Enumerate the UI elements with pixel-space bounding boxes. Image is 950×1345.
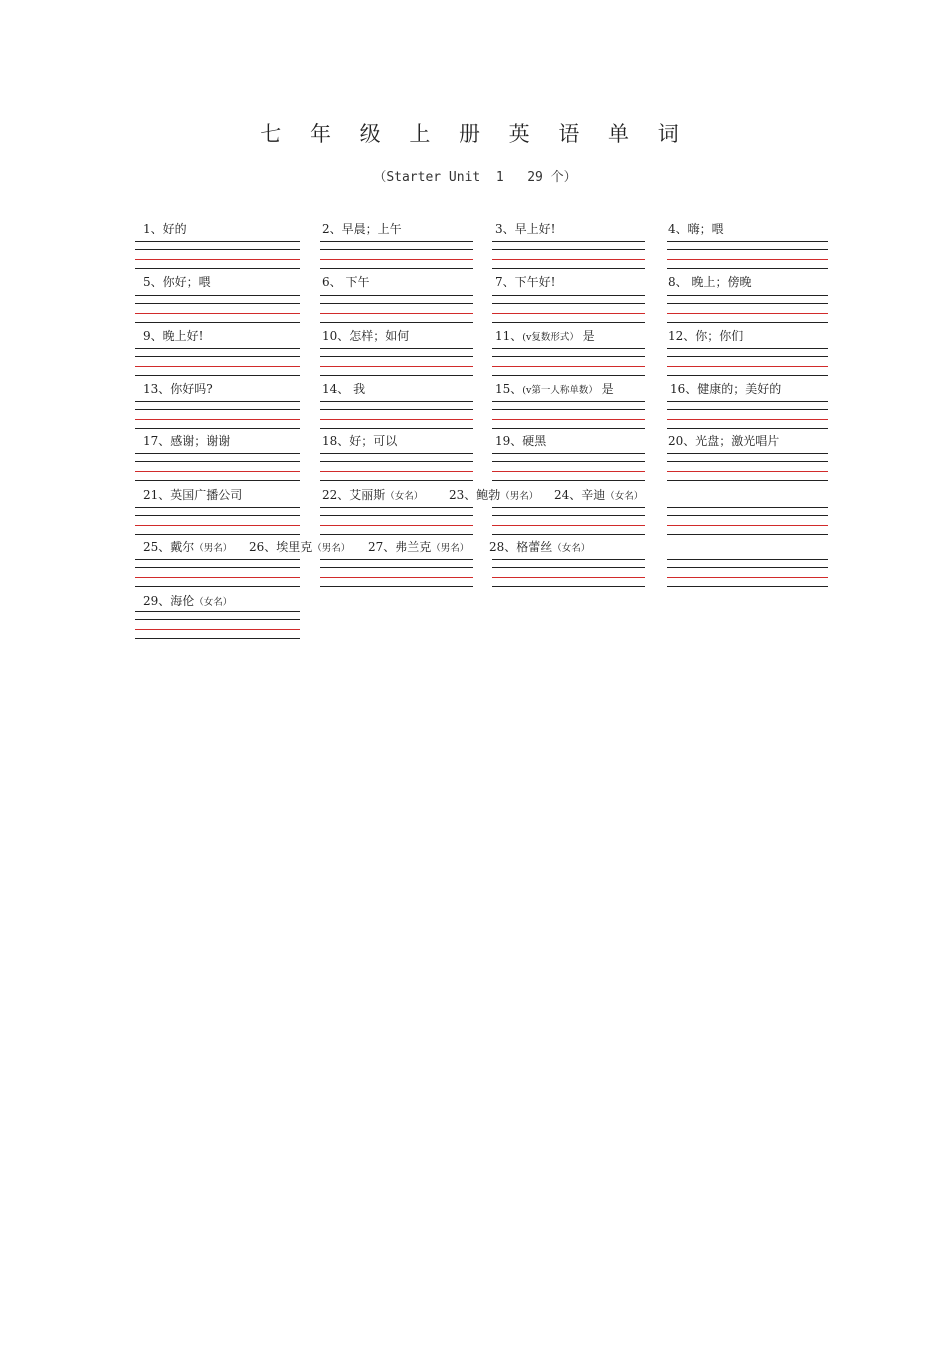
writing-line-red [320, 471, 473, 472]
writing-line [492, 534, 645, 535]
writing-line [667, 249, 828, 250]
writing-line [320, 303, 473, 304]
writing-line [320, 348, 473, 349]
writing-line [492, 461, 645, 462]
word-label: 13、你好吗? [143, 382, 213, 396]
writing-line [667, 461, 828, 462]
writing-line [320, 567, 473, 568]
writing-line [667, 268, 828, 269]
writing-line [135, 461, 300, 462]
writing-line [320, 409, 473, 410]
word-label: 4、嗨；喂 [668, 222, 724, 236]
writing-line [135, 638, 300, 639]
writing-line [135, 453, 300, 454]
word-suffix: 是 [578, 329, 595, 343]
word-item-21 [143, 486, 242, 503]
word-label: 14、 我 [322, 382, 366, 396]
word-item-12 [668, 327, 743, 344]
writing-line [320, 461, 473, 462]
word-label: 11、 [495, 329, 523, 343]
word-label: 27、弗兰克 [368, 540, 432, 554]
word-item-11 [495, 327, 595, 344]
writing-line [667, 295, 828, 296]
writing-line [320, 356, 473, 357]
writing-line [492, 428, 645, 429]
writing-line-red [492, 259, 645, 260]
writing-line-red [320, 419, 473, 420]
writing-line [492, 295, 645, 296]
writing-line-red [320, 313, 473, 314]
writing-line [135, 619, 300, 620]
writing-line [320, 586, 473, 587]
writing-line [492, 507, 645, 508]
word-label: 15、 [495, 382, 523, 396]
writing-line [135, 401, 300, 402]
writing-line [667, 515, 828, 516]
writing-line [135, 559, 300, 560]
word-item-16 [670, 380, 781, 397]
writing-line-red [135, 577, 300, 578]
writing-line [667, 303, 828, 304]
writing-line-red [135, 313, 300, 314]
writing-line [320, 322, 473, 323]
writing-line-red [135, 259, 300, 260]
word-label: 20、光盘；激光唱片 [668, 434, 780, 448]
writing-line [667, 348, 828, 349]
word-item-23 [449, 486, 538, 503]
word-item-7 [495, 273, 555, 290]
writing-line [320, 241, 473, 242]
page-title: 七 年 级 上 册 英 语 单 词 [260, 122, 690, 146]
writing-line-red [320, 366, 473, 367]
word-label: 10、怎样；如何 [322, 329, 410, 343]
writing-line-red [492, 471, 645, 472]
writing-line [667, 586, 828, 587]
writing-line [135, 567, 300, 568]
word-item-24 [554, 486, 643, 503]
writing-line [492, 567, 645, 568]
writing-line [320, 480, 473, 481]
writing-line [492, 409, 645, 410]
writing-line-red [667, 366, 828, 367]
writing-line-red [667, 259, 828, 260]
writing-line [492, 303, 645, 304]
word-item-10 [322, 327, 409, 344]
writing-line [667, 534, 828, 535]
word-item-26 [249, 538, 350, 555]
word-label: 19、硬黑 [495, 434, 547, 448]
writing-line-red [492, 366, 645, 367]
word-item-20 [668, 432, 779, 449]
writing-line-red [135, 419, 300, 420]
writing-line-red [667, 471, 828, 472]
writing-line [667, 507, 828, 508]
word-item-4 [668, 220, 724, 237]
word-note: （男名） [194, 543, 233, 554]
writing-line-red [667, 313, 828, 314]
writing-line [135, 356, 300, 357]
word-note: （女名） [194, 597, 233, 608]
writing-line [492, 480, 645, 481]
writing-line-red [320, 577, 473, 578]
word-note: （男名） [431, 543, 470, 554]
writing-line [667, 322, 828, 323]
writing-line [492, 268, 645, 269]
writing-line [135, 611, 300, 612]
writing-line [135, 295, 300, 296]
writing-line [320, 515, 473, 516]
writing-line [492, 401, 645, 402]
writing-line [135, 303, 300, 304]
writing-line [320, 375, 473, 376]
writing-line-red [667, 419, 828, 420]
writing-line [492, 322, 645, 323]
writing-line [135, 428, 300, 429]
word-item-14 [322, 380, 365, 397]
word-label: 3、早上好! [495, 222, 556, 236]
word-label: 26、埃里克 [249, 540, 313, 554]
word-item-5 [143, 273, 211, 290]
writing-line [320, 559, 473, 560]
writing-line-red [135, 525, 300, 526]
writing-line [492, 515, 645, 516]
word-item-29 [143, 592, 232, 609]
writing-line-red [492, 525, 645, 526]
word-label: 12、你；你们 [668, 329, 744, 343]
writing-line-red [135, 629, 300, 630]
writing-line [135, 515, 300, 516]
word-label: 24、辛迪 [554, 488, 606, 502]
word-label: 21、英国广播公司 [143, 488, 243, 502]
word-label: 18、好；可以 [322, 434, 398, 448]
word-item-19 [495, 432, 546, 449]
writing-line-red [492, 313, 645, 314]
writing-line-red [667, 577, 828, 578]
word-label: 25、戴尔 [143, 540, 195, 554]
word-label: 8、 晚上；傍晚 [668, 275, 752, 289]
writing-line [135, 480, 300, 481]
word-label: 9、晚上好! [143, 329, 204, 343]
writing-line [667, 375, 828, 376]
writing-line [135, 322, 300, 323]
word-label: 2、早晨；上午 [322, 222, 402, 236]
writing-line-red [135, 366, 300, 367]
writing-line [320, 428, 473, 429]
word-label: 16、健康的；美好的 [670, 382, 782, 396]
word-label: 7、下午好! [495, 275, 556, 289]
word-item-17 [143, 432, 230, 449]
word-label: 28、格蕾丝 [489, 540, 553, 554]
word-label: 23、鲍勃 [449, 488, 501, 502]
writing-line-red [320, 525, 473, 526]
word-item-3 [495, 220, 555, 237]
page-subtitle: （Starter Unit 1 29 个） [373, 170, 577, 185]
word-label: 5、你好；喂 [143, 275, 211, 289]
writing-line [667, 409, 828, 410]
writing-line [667, 241, 828, 242]
word-item-15 [495, 380, 614, 397]
writing-line [667, 567, 828, 568]
word-item-2 [322, 220, 402, 237]
writing-line [492, 559, 645, 560]
writing-line [135, 534, 300, 535]
word-item-1 [143, 220, 187, 237]
writing-line [320, 453, 473, 454]
writing-line [320, 295, 473, 296]
writing-line [492, 241, 645, 242]
writing-line [320, 249, 473, 250]
writing-line [135, 375, 300, 376]
writing-line-red [492, 419, 645, 420]
word-label: 6、 下午 [322, 275, 370, 289]
writing-line [135, 268, 300, 269]
word-label: 1、好的 [143, 222, 187, 236]
word-item-9 [143, 327, 203, 344]
writing-line [667, 453, 828, 454]
word-note: （女名） [385, 491, 424, 502]
writing-line [135, 409, 300, 410]
writing-line [492, 453, 645, 454]
writing-line [492, 586, 645, 587]
writing-line-red [135, 471, 300, 472]
writing-line [667, 401, 828, 402]
word-note: （男名） [312, 543, 351, 554]
word-item-8 [668, 273, 751, 290]
word-label: 17、感谢；谢谢 [143, 434, 231, 448]
writing-line-red [667, 525, 828, 526]
word-note: (v第一人称单数） [522, 385, 598, 396]
writing-line [320, 507, 473, 508]
word-item-25 [143, 538, 232, 555]
word-item-22 [322, 486, 423, 503]
word-item-18 [322, 432, 397, 449]
writing-line [667, 428, 828, 429]
writing-line [492, 375, 645, 376]
word-note: （女名） [605, 491, 644, 502]
word-item-13 [143, 380, 213, 397]
writing-line [492, 348, 645, 349]
word-item-6 [322, 273, 369, 290]
writing-line-red [492, 577, 645, 578]
writing-line [135, 348, 300, 349]
word-note: （女名） [552, 543, 591, 554]
writing-line [492, 356, 645, 357]
writing-line [667, 559, 828, 560]
writing-line [135, 249, 300, 250]
writing-line [320, 534, 473, 535]
word-note: （男名） [500, 491, 539, 502]
word-item-27 [368, 538, 469, 555]
word-item-28 [489, 538, 590, 555]
writing-line [492, 249, 645, 250]
writing-line-red [320, 259, 473, 260]
writing-line [135, 507, 300, 508]
writing-line [135, 241, 300, 242]
word-label: 22、艾丽斯 [322, 488, 386, 502]
word-note: (v复数形式） [522, 332, 579, 343]
writing-line [667, 480, 828, 481]
word-suffix: 是 [597, 382, 614, 396]
writing-line [320, 401, 473, 402]
writing-line [135, 586, 300, 587]
word-label: 29、海伦 [143, 594, 195, 608]
writing-line [667, 356, 828, 357]
writing-line [320, 268, 473, 269]
